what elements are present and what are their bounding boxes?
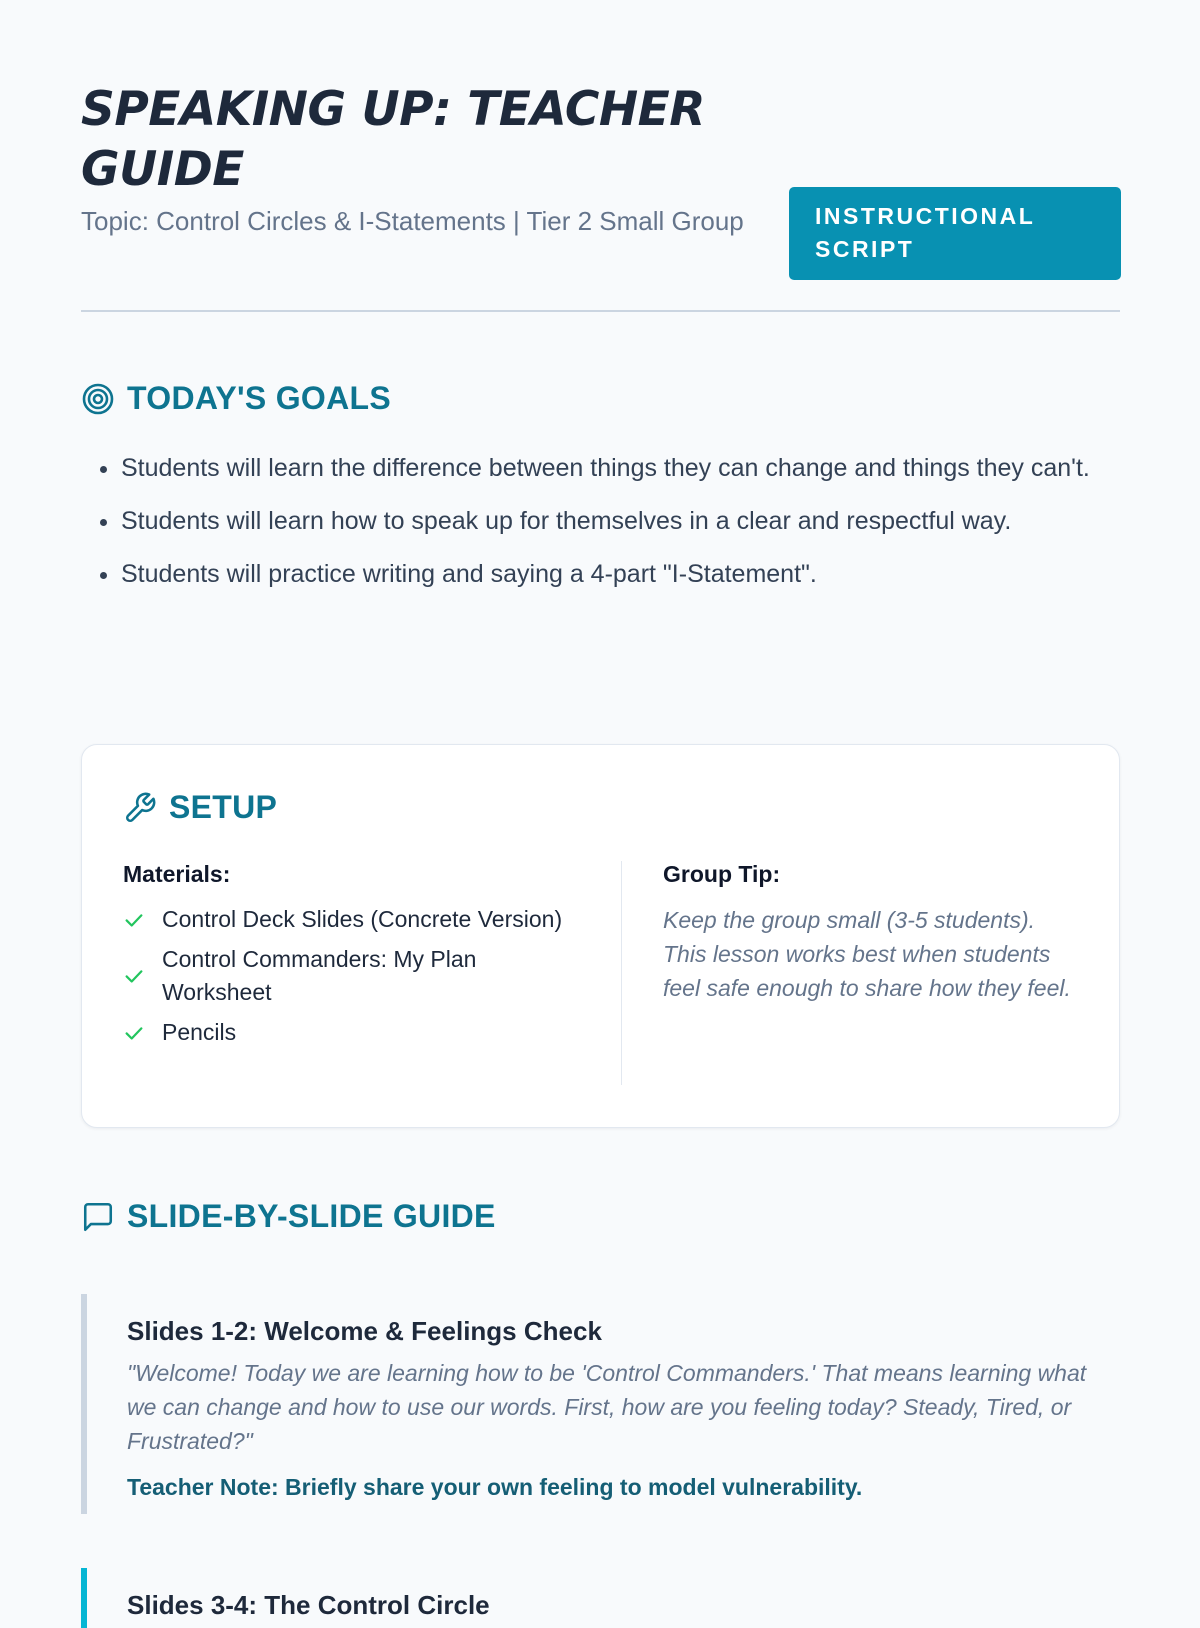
slide-section: [81, 1294, 1120, 1514]
setup-card: [81, 744, 1120, 1128]
setup-heading-text: SETUP: [169, 789, 278, 825]
slide-script-quote: "Welcome! Today we are learning how to be 'Control Commanders.' That means learning what we can change and how to use our words. First, how are you feeling today? Steady, Tired, or Frustrated?": [127, 1360, 1087, 1454]
page-subtitle: Topic: Control Circles & I-Statements | Tier 2 Small Group: [81, 206, 744, 236]
goals-heading-text: TODAY'S GOALS: [127, 380, 392, 416]
material-item: [123, 943, 563, 1009]
slide-title: Slides 1-2: Welcome & Feelings Check: [127, 1316, 602, 1346]
material-item: [123, 1016, 563, 1049]
teacher-guide-page: [81, 0, 1120, 1620]
slide-section: [81, 1568, 1120, 1628]
check-icon: [123, 1022, 145, 1044]
teacher-note: Teacher Note: Briefly share your own feeling to model vulnerability.: [127, 1474, 863, 1500]
check-icon: [123, 965, 145, 987]
goal-item: • Students will practice writing and saying a 4-part "I-Statement".: [121, 554, 1120, 594]
materials-title: Materials:: [123, 861, 231, 887]
group-tip-column: [663, 859, 1083, 1005]
slide-title: Slides 3-4: The Control Circle: [127, 1590, 490, 1620]
material-label: Control Deck Slides (Concrete Version): [162, 906, 563, 932]
material-label: Pencils: [162, 1019, 237, 1045]
goals-heading: [81, 380, 391, 417]
material-label: Control Commanders: My Plan Worksheet: [162, 946, 477, 1005]
target-icon: [81, 382, 115, 416]
instructional-script-badge: INSTRUCTIONAL SCRIPT: [789, 187, 1121, 280]
group-tip-text: Keep the group small (3-5 students). This lesson works best when students feel safe enough to share how they feel.: [663, 907, 1071, 1001]
check-icon: [123, 909, 145, 931]
speech-bubble-icon: [81, 1200, 115, 1234]
column-divider: [621, 861, 622, 1085]
guide-heading-text: SLIDE-BY-SLIDE GUIDE: [127, 1198, 496, 1234]
page-header: [81, 0, 1120, 312]
page-title: SPEAKING UP: TEACHER GUIDE: [81, 82, 705, 197]
goals-list: [81, 448, 1120, 607]
setup-heading: [123, 789, 277, 826]
goal-item: • Students will learn how to speak up for themselves in a clear and respectful way.: [121, 501, 1120, 541]
guide-heading: [81, 1198, 496, 1235]
material-item: [123, 903, 563, 936]
materials-list: [123, 903, 563, 1049]
goal-item: • Students will learn the difference between things they can change and things they can't.: [121, 448, 1120, 488]
materials-column: [123, 859, 563, 1056]
group-tip-title: Group Tip:: [663, 861, 781, 887]
wrench-icon: [123, 791, 157, 825]
